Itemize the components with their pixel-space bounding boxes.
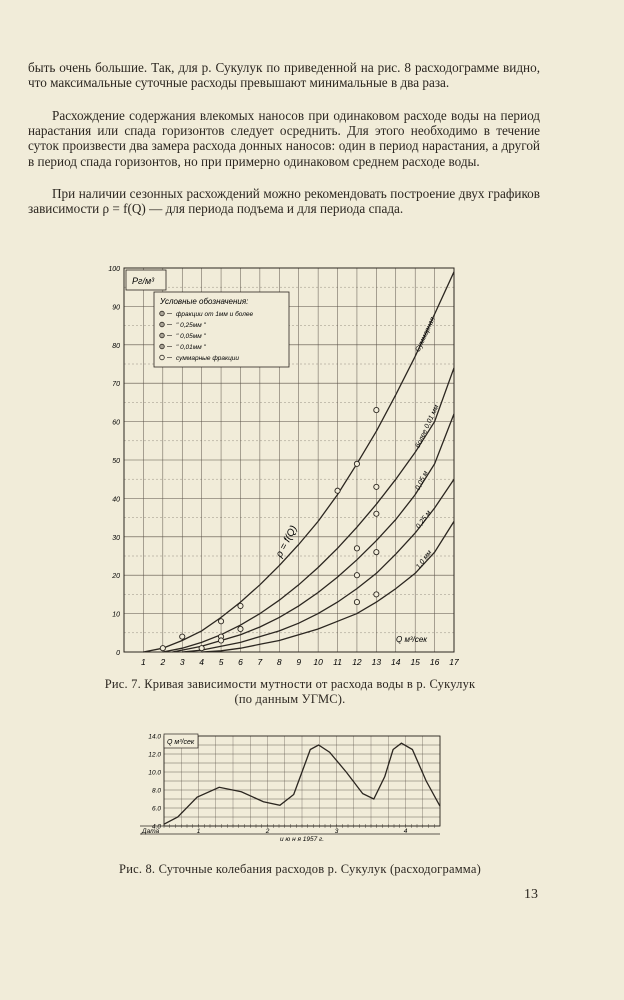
- fig8-date-label: 2: [265, 828, 270, 835]
- legend-marker: [160, 333, 165, 338]
- fig8-month-label: и ю н я 1957 г.: [280, 836, 325, 842]
- paragraph-2: Расхождение содержания влекомых наносов при одинаковом расходе воды на период нарастания или спада горизонтов следует осреднить. Для этого необходимо в течение суток произвести два замера расхода донных наносов: один в период нарастания, а другой в период спада горизонтов, но при примерно одинаковом среднем расходе воды.: [28, 108, 540, 169]
- x-tick-label: 16: [429, 657, 440, 667]
- curve-label: Суммарная: [414, 316, 437, 354]
- data-point: [160, 646, 165, 651]
- data-point: [374, 407, 379, 412]
- legend: [154, 292, 289, 367]
- x-tick-label: 8: [276, 657, 282, 667]
- data-point: [218, 638, 223, 643]
- data-point: [238, 603, 243, 608]
- fig8-date-label: 4: [403, 828, 408, 835]
- x-unit-label: Q м³/сек: [396, 635, 428, 644]
- data-point: [354, 546, 359, 551]
- y-tick-label: 30: [112, 534, 120, 542]
- fig8-date-label: 3: [334, 828, 339, 835]
- figure-7-caption-line-1: Рис. 7. Кривая зависимости мутности от расхода воды в р. Сукулук: [104, 677, 476, 691]
- x-tick-label: 3: [179, 657, 185, 667]
- figure-7-chart: [96, 258, 466, 670]
- legend-item-label: " 0,01мм ": [176, 344, 206, 351]
- curve-label: 0,05 м: [414, 470, 430, 492]
- x-tick-label: 6: [238, 657, 243, 667]
- y-tick-label: 10: [112, 611, 120, 619]
- y-tick-label: 50: [112, 458, 120, 465]
- fig8-y-tick-label: 4.0: [151, 823, 161, 831]
- y-unit-label: Pг/м³: [132, 276, 155, 286]
- x-tick-label: 13: [371, 657, 382, 667]
- legend-item-label: " 0,05мм ": [176, 333, 206, 340]
- x-tick-label: 4: [199, 657, 205, 667]
- legend-marker: [160, 322, 165, 327]
- figure-8-caption: Рис. 8. Суточные колебания расходов р. Сукулук (расходограмма): [119, 862, 481, 876]
- data-point: [335, 488, 340, 493]
- y-tick-label: 90: [112, 304, 120, 312]
- fig8-y-tick-label: 8.0: [151, 787, 161, 795]
- legend-marker: [160, 311, 165, 316]
- y-tick-label: 20: [112, 573, 120, 581]
- y-tick-label: 70: [112, 381, 120, 389]
- x-tick-label: 7: [257, 657, 263, 667]
- x-tick-label: 1: [141, 657, 146, 667]
- fig8-date-label: 1: [196, 828, 201, 835]
- fig8-y-tick-label: 6.0: [151, 805, 161, 813]
- curve-series-4: [202, 521, 454, 652]
- y-tick-label: 0: [116, 650, 120, 657]
- figure-8-grid: [164, 736, 440, 828]
- x-tick-label: 11: [333, 657, 342, 667]
- fig8-y-tick-label: 12.0: [148, 751, 161, 759]
- data-point: [354, 599, 359, 604]
- y-tick-label: 80: [112, 342, 120, 350]
- x-tick-label: 15: [410, 657, 420, 667]
- figure-7-caption: [80, 677, 500, 707]
- data-point: [374, 592, 379, 597]
- curve-label: 1,0 мм: [415, 549, 434, 571]
- figure-8-ticks: [148, 734, 161, 831]
- curve-equation-label: ρ = f(Q): [273, 523, 300, 560]
- data-point: [238, 626, 243, 631]
- legend-title: Условные обозначения:: [160, 297, 249, 306]
- paragraph-3: При наличии сезонных расхождений можно рекомендовать построение двух графиков зависимости ρ = f(Q) — для периода подъема и для периода спада.: [28, 186, 540, 217]
- data-point: [218, 619, 223, 624]
- figure-7-caption-line-2: (по данным УГМС).: [234, 692, 346, 706]
- data-point: [180, 634, 185, 639]
- data-point: [374, 550, 379, 555]
- curve-label: 0,25 м: [415, 509, 433, 531]
- legend-item-label: " 0,25мм ": [176, 322, 206, 329]
- fig8-y-unit-label: Q м³/сек: [167, 739, 195, 746]
- data-point: [354, 461, 359, 466]
- data-point: [374, 484, 379, 489]
- x-tick-label: 14: [391, 657, 401, 667]
- fig8-date-row-label: Дата: [142, 828, 160, 835]
- x-tick-label: 12: [352, 657, 362, 667]
- fig8-y-tick-label: 14.0: [148, 733, 161, 741]
- x-tick-label: 2: [160, 657, 166, 667]
- data-point: [354, 573, 359, 578]
- fig8-y-tick-label: 10.0: [148, 769, 161, 777]
- x-tick-label: 9: [296, 657, 302, 667]
- data-point: [374, 511, 379, 516]
- figure-7-labels: [414, 316, 441, 570]
- y-tick-label: 100: [108, 266, 120, 273]
- x-tick-label: 17: [449, 657, 459, 667]
- legend-item-label: фракции от 1мм и более: [176, 311, 254, 318]
- legend-marker: [160, 355, 165, 360]
- y-tick-label: 40: [112, 496, 120, 504]
- curve-label: более 0,01 мм: [414, 403, 441, 450]
- legend-item-label: суммарные фракции: [176, 355, 240, 362]
- data-point: [199, 646, 204, 651]
- figure-7-points: [160, 407, 379, 650]
- figure-8-chart: [140, 730, 446, 842]
- page-number: 13: [524, 887, 538, 902]
- paragraph-1: быть очень большие. Так, для р. Сукулук по приведенной на рис. 8 расходограмме видно, что максимальные суточные расходы превышают минимальные в два раза.: [28, 60, 540, 91]
- x-tick-label: 10: [313, 657, 323, 667]
- curve-series-1: [163, 368, 454, 652]
- x-tick-label: 5: [218, 657, 224, 667]
- legend-marker: [160, 344, 165, 349]
- y-tick-label: 60: [112, 419, 120, 427]
